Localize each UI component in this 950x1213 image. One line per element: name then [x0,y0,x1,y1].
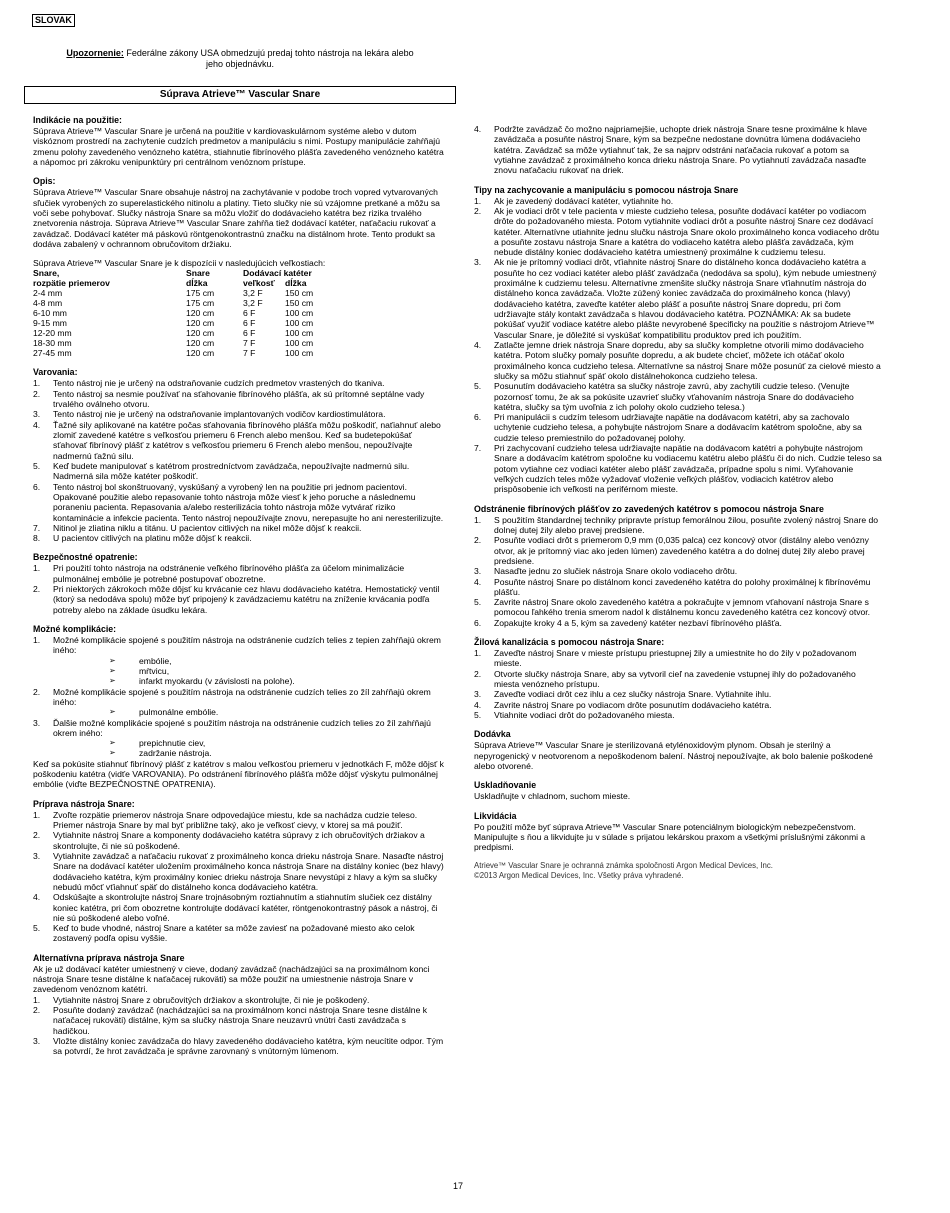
item-number: 3. [33,409,41,420]
table-cell: 150 cm [285,298,314,309]
item-text: Posuňte vodiaci drôt s priemerom 0,9 mm (0,035 palca) cez koncový otvor (distálny alebo venózny otvor, ak je prítomný viac ako jeden lúmen) zavedeného katétra a do dolnej dutej žily alebo pravej predsiene. [494,535,869,566]
list-item [474,206,882,258]
item-text: Ak je zavedený dodávací katéter, vytiahnite ho. [494,195,674,206]
sub-list [53,738,445,759]
list-item [474,535,882,566]
list-item [33,482,445,523]
sizes-header-cell: dĺžka [186,278,208,289]
storage-heading: Uskladňovanie [474,780,537,791]
complications-section [33,624,445,790]
item-number: 6. [474,617,482,628]
item-number: 4. [33,419,41,430]
cannulation-list [474,648,882,720]
list-item [33,892,445,923]
item-text: Pri zachycovaní cudzieho telesa udržiavajte napätie na dodávacom katétri a pohybujte nástrojom Snare a dodávacím katétrom spoločne ku vodiacemu katétru alebo plášťu či do nich. Cudzie teleso sa potom vytiahne cez vodiaci katéter alebo plášť zavádzača, prípadne spolu s nimi. Vyťahovanie veľkých cudzích teles môže vyžadovať vloženie veľkých plášťov, vodiacich katétrov alebo prispôsobenie ich veľkosti na periférnom mieste. [494,443,882,495]
list-item [474,257,882,340]
alt-preparation-section [33,953,445,1057]
item-number: 2. [33,1005,41,1015]
table-cell: 100 cm [285,328,314,339]
list-item [474,412,882,443]
precautions-section [33,552,445,615]
fibrin-section [474,504,882,628]
fibrin-heading: Odstránenie fibrínových plášťov zo zavedených katétrov s pomocou nástroja Snare [474,503,824,514]
item-number: 7. [33,522,41,533]
warnings-heading: Varovania: [33,367,78,378]
item-text: Tento nástroj nie je určený na odstraňovanie cudzích predmetov vrastených do tkaniva. [53,378,385,389]
sub-list-item: ➢ embólie, [109,656,445,666]
item-number: 5. [474,709,482,720]
sizes-header-cell: veľkosť [243,278,275,289]
indications-text: Súprava Atrieve™ Vascular Snare je určená na použitie v kardiovaskulárnom systéme alebo v dutom viskóznom prostredí na zachytenie cudzích predmetov a manipuláciu s nimi. Postupy manipulácie zahŕňajú zmenu polohy zavedeného venózneho katétra, stiahnutie fibrínového plášťa zavedeného venózneho katétra a nápomoc pri zákroku venipunktúry pri centrálnom venóznom prístupe. [33,126,444,167]
indications-section [33,115,445,167]
tips-heading: Tipy na zachycovanie a manipuláciu s pomocou nástroja Snare [474,184,739,195]
storage-text: Uskladňujte v chladnom, suchom mieste. [474,791,631,802]
supply-heading: Dodávka [474,729,511,740]
sizes-header-cell: rozpätie priemerov [33,278,110,289]
item-text: Pri niektorých zákrokoch môže dôjsť ku krvácanie cez hlavu dodávacieho katétra. Hemostatický ventil (ktorý sa nedodáva spolu) môže byť pripojený k zavádzaciemu katétru na zníženie krvácania podľa potreby alebo na základe úsudku lekára. [53,584,440,615]
list-item [474,196,882,206]
item-text: Zavrite nástroj Snare po vodiacom drôte posunutím dodávacieho katétra. [494,699,772,710]
alt-preparation-list [33,995,445,1057]
table-cell: 3,2 F [243,288,263,299]
table-cell: 175 cm [186,298,215,309]
item-text: Vtiahnite vodiaci drôt do požadovaného miesta. [494,709,675,720]
sizes-section [33,258,445,358]
item-text: Vytiahnite zavádzač a naťačaciu rukovať z proximálneho konca drieku nástroja Snare. Nasaďte nástroj Snare na dodávací katéter uložením proximálneho konca nástroja Snare na distálny koniec (bez hlavy) dodávacieho katétra, kým proximálny koniec drieku nástroja Snare nevystúpi z hlavy a kým sa slučky nebudú môcť vťiahnuť späť do distálneho konca dodávacieho katétra. [53,850,444,892]
item-text: Tento nástroj nie je určený na odstraňovanie implantovaných vodičov kardiostimulátora. [53,409,386,420]
table-cell: 6 F [243,328,256,339]
table-cell: 27-45 mm [33,348,72,359]
item-text: Odskúšajte a skontrolujte nástroj Snare trojnásobným roztiahnutím a stiahnutím slučiek cez distálny koniec katétra, pri čom obozretne kontrolujte dodávací katéter, röntgenokontrastný pások a nástroj, či nie sú poškodené alebo voľné. [53,892,438,923]
warning-text: Federálne zákony USA obmedzujú predaj tohto nástroja na lekára alebo jeho objednávku. [123,48,414,69]
item-text: Zaveďte nástroj Snare v mieste prístupu priestupnej žily a umiestnite ho do žily v požadovanom mieste. [494,648,857,669]
list-item [474,443,882,495]
item-text: Ďalšie možné komplikácie spojené s použitím nástroja na odstránenie cudzích telies zo žíl zahŕňajú okrem iného: [53,717,431,738]
disposal-section [474,811,882,853]
preparation-section [33,799,445,944]
item-number: 3. [474,689,482,700]
sub-list [53,707,445,717]
item-number: 1. [474,514,482,525]
sub-list [53,656,445,687]
item-text: Posuňte nástroj Snare po distálnom konci zavedeného katétra do polohy proximálnej k fibrínovému plášťu. [494,576,871,597]
list-item [33,718,445,759]
alt-preparation-text: Ak je už dodávací katéter umiestnený v cieve, dodaný zavádzač (nachádzajúci sa na proximálnom konci nástroja Snare tesne distálne k naťačacej rukoväti) sa môže použiť na umiestnenie nástroja Snare v zavedenom venóznom katétri. [33,963,430,995]
table-cell: 120 cm [186,308,215,319]
list-item [33,830,445,851]
item-number: 8. [33,533,41,544]
list-item [474,340,882,381]
cannulation-section [474,637,882,720]
item-number: 3. [33,1035,41,1046]
tips-list [474,196,882,495]
table-row [33,338,345,348]
table-cell: 6 F [243,318,256,329]
table-cell: 2-4 mm [33,288,63,299]
sub-list-item: ➢ infarkt myokardu (v závislosti na polohe). [109,676,445,686]
item-text: Ak nie je prítomný vodiaci drôt, vťiahnite nástroj Snare do distálneho konca dodávacieho katétra a posuňte ho cez vodiaci katéter alebo plášť zavádzača (nedodáva sa spolu), kým nebude umiestnený proximálne k cudziemu telesu. Alternatívne zmenšite slučky nástroja Snare vťiahnutím nástroja do distálneho konca zavádzača. Vložte zúžený koniec zavádzača do proximálneho konca (hlavy) dodávacieho katétra, zaveďte katéter alebo plášť a posuňte nástroj Snare dopredu, pri čom udržiavajte stály kontakt zavádzača s hlavou dodávacieho katétra. POZNÁMKA: Ak sa budete pokúšať využiť vodiace katétre alebo plášte nevyrobené špecificky na použitie s nástrojom Atrieve™ Vascular Snare, je dôležité si vyskúšať kompatibilitu produktov pred ich použitím. [494,257,877,340]
table-cell: 100 cm [285,338,314,349]
sizes-header-cell: Snare [186,268,210,279]
item-text: Nasaďte jednu zo slučiek nástroja Snare okolo vodiaceho drôtu. [494,566,738,577]
item-number: 5. [474,597,482,608]
list-item [33,409,445,419]
page-number: 17 [453,1181,464,1191]
sub-list-item: ➢ prepichnutie ciev, [109,738,445,748]
federal-warning [60,48,420,70]
item-number: 2. [474,205,482,216]
item-text: Ak je vodiaci drôt v tele pacienta v mieste cudzieho telesa, posuňte dodávací katéter po vodiacom drôte do požadovaného miesta. Potom vytiahnite vodiaci drôt a posuňte nástroj Snare cez dodávací katéter. Alternatívne utiahnite jednu slučku nástroja Snare okolo proximálneho konca vodiaceho drôtu a posuňte zostavu nástroja Snare a katétra do vodiaceho katétra alebo plášťa zavádzača, kým nebude distálny koniec dodávacieho katétra umiestnený proximálne k cudziemu telesu. [494,205,880,258]
table-row [33,288,345,298]
item-text: Keď budete manipulovať s katétrom prostredníctvom zavádzača, nepoužívajte nadmernú silu. Nadmerná sila môže katéter poškodiť. [53,460,410,482]
item-number: 4. [33,892,41,903]
sizes-header-cell: dĺžka [285,278,307,289]
table-cell: 150 cm [285,288,314,299]
item-text: Posunutím dodávacieho katétra sa slučky nástroje zavrú, aby zachytili cudzie teleso. (Venujte pozornosť tomu, že ak sa pokúsite uzavrieť slučky vťahovaním nástroja Snare do dodávacieho katétra, slučky sa tým uvoľnia z ich polohy okolo cudzieho telesa.) [494,381,854,412]
complications-list [33,635,445,759]
item-text: Keď to bude vhodné, nástroj Snare a katéter sa môže zaviesť na požadované miesto ako celok zostavený podľa opisu vyššie. [53,923,415,944]
item-text: Ťažné sily aplikované na katétre počas sťahovania fibrínového plášťa môžu poškodiť, naťiahnuť alebo zlomiť zavedené katétre s veľkosťou priemeru 6 French alebo menšou. Keď sa budetepokúšať sťahovať fibrínový plášť z katétrov s veľkosťou priemeru 6 French alebo menšou, nepoužívajte nadmernú ťažnú silu. [53,419,441,461]
fibrin-list [474,515,882,628]
item-number: 4. [474,339,482,350]
list-item [33,420,445,461]
list-item [33,378,445,388]
table-row [33,348,345,358]
item-number: 3. [474,566,482,577]
complications-note: Keď sa pokúsite stiahnuť fibrínový plášť z katétrov s malou veľkosťou priemeru v jednotkách F, môže dôjsť k poškodeniu katétra (vidťe VAROVANIA). Po odstránení fibrínového plášťa môže dôjsť výskytu pulmonálnej embólie (viďte BEZPEČNOSTNÉ OPATRENIA). [33,758,444,790]
alt-preparation-heading: Alternatívna príprava nástroja Snare [33,952,185,963]
disposal-heading: Likvidácia [474,810,517,821]
left-column [33,115,445,1066]
item-text: Tento nástroj sa nesmie používať na sťahovanie fibrínového plášťa, ak sú prítomné septálne vady trvalého oválneho otvoru. [53,388,425,410]
table-cell: 120 cm [186,348,215,359]
item-number: 3. [33,850,41,861]
item-text: Otvorte slučky nástroja Snare, aby sa vytvoril cieľ na zavedenie vstupnej ihly do požadovaného miesta venózneho prístupu. [494,668,856,689]
item-number: 5. [474,381,482,392]
item-text: U pacientov citlivých na platinu môže dôjsť k reakcii. [53,533,252,544]
list-item [474,381,882,412]
item-text: Pri použití tohto nástroja na odstránenie veľkého fibrínového plášťa za účelom minimalizácie pulmonálnej embólie je potrebné postupovať obozretne. [53,563,405,584]
preparation-list [33,810,445,944]
supply-section [474,729,882,771]
tips-section [474,185,882,495]
item-text: S použitím štandardnej techniky pripravte prístup femorálnou žilou, posuňte zvolený nástroj Snare do dolnej dutej žily alebo pravej predsiene. [494,514,879,535]
list-item [33,810,445,831]
table-row [33,318,345,328]
description-heading: Opis: [33,176,56,187]
item-number: 1. [33,378,41,389]
table-cell: 9-15 mm [33,318,67,329]
table-row [33,328,345,338]
item-number: 4. [474,576,482,587]
table-cell: 18-30 mm [33,338,72,349]
item-number: 7. [474,443,482,454]
trademark-note [474,861,882,880]
item-text: Tento nástroj bol skonštruovaný, vyskúšaný a vyrobený len na použitie pri jednom pacientovi. Opakované použitie alebo repasovanie tohto nástroja môže viesť k jeho poruche a následnemu poraneniu pacienta. Repasovania a/alebo resterilizácia tohto nástroja môže vytvárať riziko kontaminácie a infekcie pacienta. Tento nástroj nepoužívajte znovu, nerepasujte ho ani neresterilizujte. [53,481,444,523]
table-cell: 120 cm [186,328,215,339]
table-cell: 4-8 mm [33,298,63,309]
list-item [474,597,882,618]
table-cell: 3,2 F [243,298,263,309]
item-text: Vytiahnite nástroj Snare z obručovitých držiakov a skontrolujte, či nie je poškodený. [53,994,370,1005]
list-item [33,563,445,584]
item-number: 2. [474,668,482,679]
sizes-header-row [33,278,345,288]
item-number: 4. [474,124,482,134]
sizes-header-cell: Snare, [33,268,60,279]
item-number: 1. [474,648,482,659]
table-cell: 6-10 mm [33,308,67,319]
item-text: Vytiahnite nástroj Snare a komponenty dodávacieho katétra súpravy z ich obručovitých držiakov a skontrolujte, či nie sú poškodené. [53,830,425,851]
table-row [33,308,345,318]
item-number: 2. [33,388,41,399]
item-number: 4. [474,699,482,710]
warnings-list [33,378,445,543]
right-column [474,124,882,880]
storage-section [474,780,882,801]
list-item [33,1005,445,1036]
list-item [474,700,882,710]
list-item [33,533,445,543]
alt-preparation-continued [474,124,882,176]
item-number: 1. [474,195,482,206]
list-item [474,577,882,598]
list-item [474,689,882,699]
item-text: Zaveďte vodiaci drôt cez ihlu a cez slučky nástroja Snare. Vytiahnite ihlu. [494,689,772,700]
list-item [474,124,882,176]
item-number: 6. [474,412,482,423]
item-text: Vložte distálny koniec zavádzača do hlavy zavedeného dodávacieho katétra, kým neucítite odpor. Tým sa potvrdí, že hrot zavádzača je správne zarovnaný s vnútorným lúmenom. [53,1035,444,1057]
table-cell: 100 cm [285,308,314,319]
list-item [33,995,445,1005]
item-number: 3. [474,257,482,268]
sub-list-item: ➢ pulmonálne embólie. [109,707,445,717]
warnings-section [33,367,445,543]
table-cell: 120 cm [186,318,215,329]
description-section [33,176,445,249]
alt-preparation-list-continued [474,124,882,176]
item-number: 1. [33,635,41,645]
table-cell: 7 F [243,348,256,359]
list-item [33,635,445,687]
precautions-list [33,563,445,615]
complications-heading: Možné komplikácie: [33,624,117,634]
document-title: Súprava Atrieve™ Vascular Snare [24,86,456,104]
table-cell: 6 F [243,308,256,319]
item-text: Zopakujte kroky 4 a 5, kým sa zavedený katéter nezbaví fibrínového plášťa. [494,617,782,628]
precautions-heading: Bezpečnostné opatrenie: [33,552,138,563]
item-number: 2. [474,535,482,546]
sub-list-item: ➢ mŕtvicu, [109,666,445,676]
item-text: Zatlačte jemne driek nástroja Snare dopredu, aby sa slučky kompletne otvorili mimo dodávacieho katétra. Potom slučky pomaly posuňte dopredu, a ak budete chcieť, môžete ich otáčať okolo proximálneho konca cudzieho telesa. Alternatívne sa nástroj Snare môže posunúť za cielové miesto a slučky sa môžu stiahnuť späť okolo distálnehokonca cudzieho telesa. [494,339,881,381]
list-item [33,389,445,410]
list-item [33,687,445,718]
disposal-text: Po použití môže byť súprava Atrieve™ Vascular Snare potenciálnym biologickým nebezpečenstvom. Manipulujte s ňou a likvidujte ju v súlade s prijatou lekárskou praxom a všetkými príslušnými zákonmi a predpismi. [474,821,866,853]
sizes-intro: Súprava Atrieve™ Vascular Snare je k dispozícii v nasledujúcich veľkostiach: [33,258,326,269]
item-text: Zavrite nástroj Snare okolo zavedeného katétra a pokračujte v jemnom vťahovaní nástroja Snare s pomocou ľahkého trenia smerom nadol k distálnemu koncu zavedeného katétra cez koncový otvor. [494,597,871,618]
list-item [474,566,882,576]
table-row [33,298,345,308]
list-item [474,515,882,536]
table-cell: 12-20 mm [33,328,72,339]
item-number: 2. [33,686,41,697]
list-item [33,851,445,892]
supply-text: Súprava Atrieve™ Vascular Snare je sterilizovaná etylénoxidovým plynom. Obsah je sterilný a nepyrogenický v neotvorenom a nepoškodenom balení. Nástroj nepoužívajte, ak bolo balenie poškodené alebo otvorené. [474,740,873,771]
item-number: 1. [33,809,41,820]
sub-list-item: ➢ zadržanie nástroja. [109,748,445,758]
list-item [33,523,445,533]
item-text: Nitinol je zliatina niklu a titánu. U pacientov citlivých na nikel môže dôjsť k reakcii. [53,522,362,533]
indications-heading: Indikácie na použitie: [33,115,122,125]
item-text: Pri manipulácii s cudzím telesom udržiavajte napätie na dodávacom katétri, aby sa zachovalo uchytenie cudzieho telesa, a pohybujte nástrojom Snare a dodávacím katétrom spoločne, aby sa cudzie teleso premiestnilo do požadovanej polohy. [494,412,862,443]
list-item [33,1036,445,1057]
language-label: SLOVAK [32,14,75,27]
item-number: 3. [33,717,41,728]
item-text: Posuňte dodaný zavádzač (nachádzajúci sa na proximálnom konci nástroja Snare tesne distálne k naťačacej rukoväti) distálne, kým sa slučky nástroja Snare neuzavrú vnútri časti zavádzača s hadičkou. [53,1005,428,1036]
item-text: Možné komplikácie spojené s použitím nástroja na odstránenie cudzích telies z tepien zahŕňajú okrem iného: [53,635,441,656]
item-number: 5. [33,923,41,934]
list-item [33,923,445,944]
table-cell: 100 cm [285,348,314,359]
table-cell: 7 F [243,338,256,349]
table-cell: 100 cm [285,318,314,329]
preparation-heading: Príprava nástroja Snare: [33,798,135,809]
copyright-text: ©2013 Argon Medical Devices, Inc. Všetky práva vyhradené. [474,870,684,880]
item-text: Podržte zavádzač čo možno najpriamejšie, uchopte driek nástroja Snare tesne proximálne k hlave zavádzača a posuňte nástroj Snare, kým sa bezpečne nedostane dovnútra lúmena dodávacieho katétra. Zavádzač sa môže vytiahnuť tak, že sa najprv odstráni naťačacia rukovať a potom sa vytiahne zavádzač z proximálneho konca drieku nástroja Snare. Po vytiahnutí zavádzača nasaďte znovu naťačaciu rukovať na driek. [494,124,868,176]
sizes-header-row [33,268,345,278]
sizes-header-cell: Dodávací katéter [243,268,312,279]
sizes-table [33,268,345,358]
item-text: Možné komplikácie spojené s použitím nástroja na odstránenie cudzích telies zo žíl zahŕňajú okrem iného: [53,686,431,707]
item-number: 1. [33,563,41,574]
list-item [33,461,445,482]
list-item [33,584,445,615]
description-text: Súprava Atrieve™ Vascular Snare obsahuje nástroj na zachytávanie v podobe troch vopred vytvarovaných sľučiek vyrobených zo superelastického nitinolu a platiny. Tieto slučky nie sú vzájomne pretkané a môžu sa voči sebe pohybovať. Slučky nástroja Snare sa môžu vložiť do dodávacieho katétra bez rizika trvalého znetvorenia nástroja. Súprava Atrieve™ Vascular Snare zahŕňa tiež dodávací katéter, naťačaciu rukovať a zavádzač. Dodávací katéter má páskovú röntgenokontrastnú značku na distálnom hrote. Tento produkt sa dodáva zabalený v ochrannom obručovitom držiaku. [33,187,440,249]
item-number: 2. [33,830,41,841]
list-item [474,710,882,720]
item-number: 1. [33,994,41,1005]
item-number: 2. [33,584,41,595]
list-item [474,669,882,690]
trademark-text: Atrieve™ Vascular Snare je ochranná známka spoločnosti Argon Medical Devices, Inc. [474,861,773,871]
table-cell: 120 cm [186,338,215,349]
warning-label: Upozornenie: [66,48,124,58]
table-cell: 175 cm [186,288,215,299]
list-item [474,648,882,669]
list-item [474,618,882,628]
item-number: 6. [33,481,41,492]
item-number: 5. [33,460,41,471]
item-text: Zvoľte rozpätie priemerov nástroja Snare odpovedajúce miestu, kde sa nachádza cudzie teleso. Priemer nástroja Snare by mal byť približne taký, ako je veľkosť cievy, v ktorej sa má použiť. [53,809,418,830]
cannulation-heading: Žilová kanalizácia s pomocou nástroja Snare: [474,637,665,648]
